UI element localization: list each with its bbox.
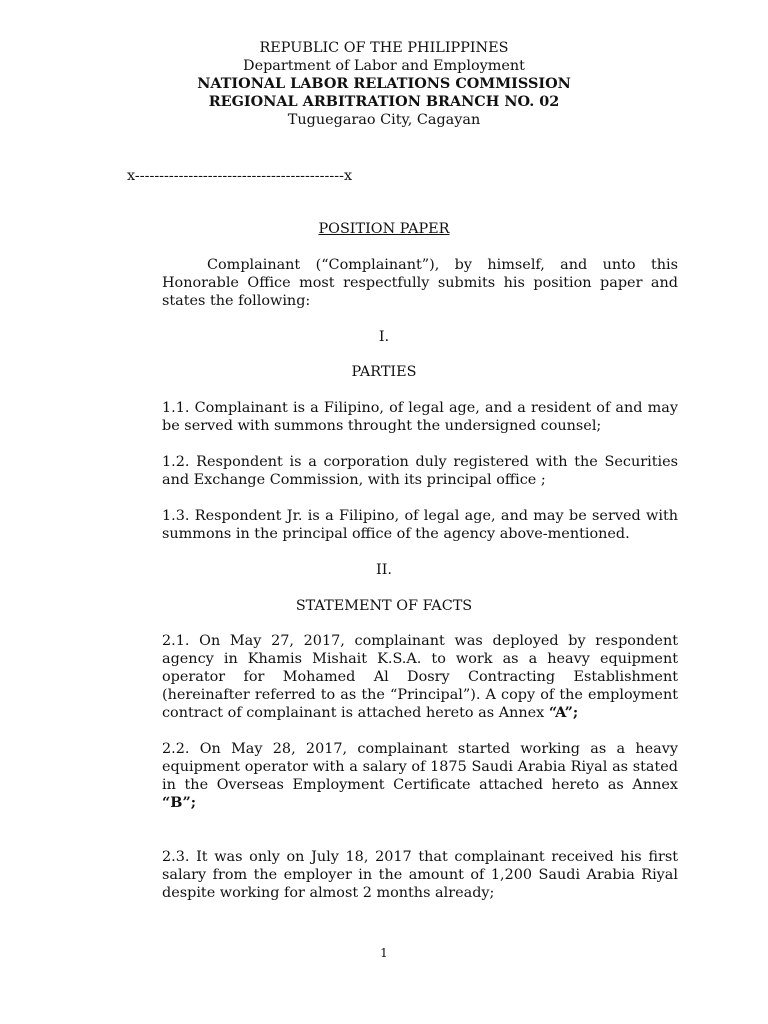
header-republic: REPUBLIC OF THE PHILIPPINES <box>259 40 509 56</box>
paragraph-1-2: 1.2. Respondent is a corporation duly registered with the Securities and Exchange Commission, with its principal office ; <box>162 454 678 488</box>
paragraph-2-3: 2.3. It was only on July 18, 2017 that complainant received his first salary from the employer in the amount of 1,200 Saudi Arabia Riyal despite working for almost 2 months already; <box>162 849 678 901</box>
header-branch: REGIONAL ARBITRATION BRANCH NO. 02 <box>208 93 560 110</box>
page-number: 1 <box>380 946 388 960</box>
section-1-heading: PARTIES <box>351 364 417 380</box>
paragraph-2-2-text: 2.2. On May 28, 2017, complainant started working as a heavy equipment operator with a salary of 1875 Saudi Arabia Riyal as stated in the Overseas Employment Certificate attached hereto as Annex <box>162 741 678 793</box>
document-title: POSITION PAPER <box>318 221 450 237</box>
header-commission: NATIONAL LABOR RELATIONS COMMISSION <box>197 75 571 92</box>
paragraph-2-1 <box>162 632 678 722</box>
section-2-heading: STATEMENT OF FACTS <box>295 598 473 614</box>
annex-b-reference: “B”; <box>162 794 197 811</box>
paragraph-1-1: 1.1. Complainant is a Filipino, of legal age, and a resident of and may be served with summons throught the undersigned counsel; <box>162 400 678 434</box>
annex-a-reference: “A”; <box>548 704 579 721</box>
section-1-numeral: I. <box>378 329 390 345</box>
header-department: Department of Labor and Employment <box>243 58 525 74</box>
paragraph-2-2 <box>162 740 678 812</box>
paragraph-1-3: 1.3. Respondent Jr. is a Filipino, of legal age, and may be served with summons in the principal office of the agency above-mentioned. <box>162 508 678 542</box>
document-header <box>0 39 768 129</box>
intro-paragraph: Complainant (“Complainant”), by himself, and unto this Honorable Office most respectfully submits his position paper and states the following: <box>162 257 678 309</box>
header-city: Tuguegarao City, Cagayan <box>287 112 481 128</box>
caption-divider: x-------------------------------------------x <box>127 168 353 184</box>
section-2-numeral: II. <box>376 562 392 578</box>
paragraph-2-1-text: 2.1. On May 27, 2017, complainant was deployed by respondent agency in Khamis Mishait K.S.A. to work as a heavy equipment operator for Mohamed Al Dosry Contracting Establishment (hereinafter referred to as the “Principal”). A copy of the employment contract of complainant is attached hereto as Annex <box>162 633 678 721</box>
